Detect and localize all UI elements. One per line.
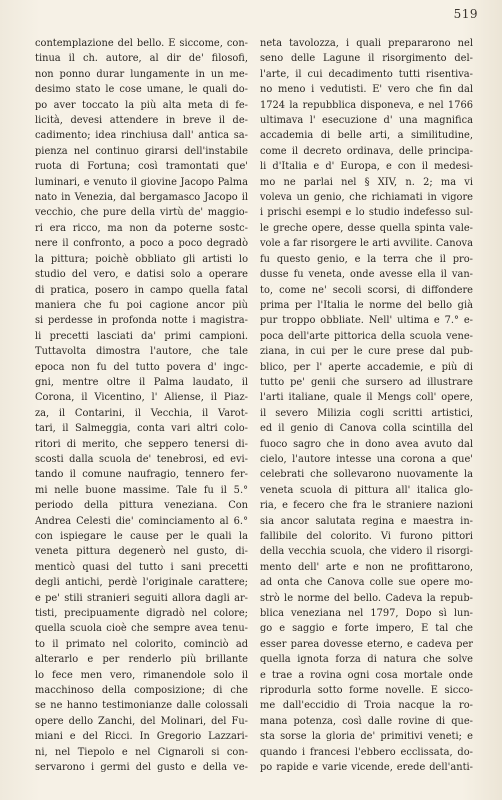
text-line: non ponno durar lungamente in un me- — [35, 68, 248, 80]
text-line: degli antichi, perdè l'originale carattere; — [35, 577, 248, 589]
right-column — [260, 36, 473, 776]
text-line: miani e del Ricci. In Gregorio Lazzari- — [35, 731, 248, 743]
text-line: licità, devesi attendere in breve il de- — [35, 115, 248, 127]
text-line: li d'Italia e d' Europa, e con il medesi- — [260, 161, 473, 173]
text-line: la pittura; poichè obbliato gli artisti lo — [35, 253, 248, 265]
text-line: se ne hanno testimonianze dalle colossali — [35, 700, 248, 712]
text-line: scosti dalla scuola de' tenebrosi, ed evi- — [35, 453, 248, 465]
text-line: to, come ne' secoli scorsi, di diffondere — [260, 284, 473, 296]
text-line: studio del vero, e datisi solo a operare — [35, 269, 248, 281]
text-line: le greche opere, desse quella spinta vale- — [260, 222, 473, 234]
text-line: ria, e fecero che fra le straniere nazioni — [260, 500, 473, 512]
text-line: neta tavolozza, i quali prepararono nel — [260, 38, 473, 49]
text-line: opere dello Zanchi, del Molinari, del Fu- — [35, 715, 248, 727]
text-line: contemplazione del bello. E siccome, con- — [35, 38, 248, 49]
text-line: quando i francesi l'ebbero ecclissata, do- — [260, 746, 473, 758]
text-line: e pe' stili stranieri seguiti allora dagli ar- — [35, 592, 248, 604]
text-line: tinua il ch. autore, al dir de' filosofi, — [35, 53, 248, 65]
text-line: seno delle Lagune il risorgimento del- — [260, 53, 473, 65]
text-line: blica veneziana nel 1797, Dopo sì lun- — [260, 608, 473, 620]
text-line: mana potenza, così dalle rovine di que- — [260, 715, 473, 727]
text-line: ad onta che Canova colle sue opere mo- — [260, 577, 473, 589]
text-line: quella ignota forza di natura che solve — [260, 654, 473, 666]
text-line: luminari, e venuto il giovine Jacopo Palma — [35, 176, 248, 188]
text-line: accademia di belle arti, a similitudine, — [260, 130, 473, 142]
text-line: Corona, il Vicentino, l' Aliense, il Piaz- — [35, 392, 248, 404]
text-line: ed il genio di Canova colla scintilla del — [260, 423, 473, 435]
text-line: fu questo genio, e la terra che il pro- — [260, 253, 473, 265]
text-line: go e saggio e forte impero, E tal che — [260, 623, 473, 635]
text-line: sia ancor salutata regina e maestra in- — [260, 515, 473, 527]
text-line: ziana, in cui per le cure prese dal pub- — [260, 346, 473, 358]
text-line: no meno i vedutisti. E' vero che fin dal — [260, 84, 473, 96]
text-line: cielo, l'autore intesse una corona a que' — [260, 453, 473, 465]
text-line: desimo stato le cose umane, le quali do- — [35, 84, 248, 96]
text-line: cadimento; idea rinchiusa dall' antica sa- — [35, 130, 248, 142]
text-line: to il primato nel colorito, cominciò ad — [35, 638, 248, 650]
text-line: l'arte, il cui decadimento tutti risentiva- — [260, 68, 473, 80]
text-line: po rapide e varie vicende, erede dell'anti- — [260, 762, 473, 774]
text-line: tutto pe' genii che sursero ad illustrare — [260, 376, 473, 388]
text-line: alterarlo e per renderlo più brillante — [35, 654, 248, 666]
text-line: vecchio, che pure della virtù de' maggio- — [35, 207, 248, 219]
text-line: menticò quasi del tutto i sani precetti — [35, 561, 248, 573]
text-line: fallibile del colorito. Vi furono pittori — [260, 531, 473, 542]
text-line: gni, mentre oltre il Palma laudato, il — [35, 376, 248, 388]
text-line: mento dell' arte e non ne profittarono, — [260, 561, 473, 573]
text-line: blico, per l' aperte accademie, e più di — [260, 361, 473, 373]
text-line: pienza nel continuo girarsi dell'instabile — [35, 145, 248, 157]
text-line: strò le norme del bello. Cadeva la repub- — [260, 592, 473, 604]
text-line: il severo Milizia cogli scritti artistici, — [260, 407, 473, 419]
text-line: sta sorse la gloria de' primitivi veneti; e — [260, 731, 473, 743]
text-line: esser parea dovesse eterno, e cadeva per — [260, 638, 473, 650]
left-column — [35, 36, 248, 776]
text-line: fuoco sagro che in dono avea avuto dal — [260, 438, 473, 450]
page-number: 519 — [453, 7, 478, 21]
text-line: prima per l'Italia le norme del bello già — [260, 299, 473, 311]
text-line: mo ne parlai nel § XIV, n. 2; ma vi — [260, 176, 473, 188]
text-line: ni, nel Tiepolo e nel Cignaroli si con- — [35, 746, 248, 758]
text-line: ruota di Fortuna; così tramontati que' — [35, 161, 248, 173]
text-line: celebrati che sollevarono nuovamente la — [260, 469, 473, 481]
text-line: ultimava l' esecuzione d' una magnifica — [260, 115, 473, 127]
text-line: tando il comune naufragio, tennero fer- — [35, 469, 248, 481]
text-line: li precetti lasciati da' primi campioni. — [35, 330, 248, 342]
text-line: di pratica, posero in campo quella fatal — [35, 284, 248, 296]
text-line: epoca non fu del tutto povera d' ingc- — [35, 361, 248, 373]
text-line: tari, il Salmeggia, conta vari altri colo- — [35, 423, 248, 435]
text-line: come il decreto ordinava, delle principa- — [260, 145, 473, 157]
text-line: poca dell'arte pittorica della scuola vene- — [260, 330, 473, 342]
text-line: si perdesse in profonda notte i magistra- — [35, 315, 248, 327]
text-line: me dall'eccidio di Troia nacque la ro- — [260, 700, 473, 712]
text-line: po aver toccato la più alta meta di fe- — [35, 99, 248, 111]
text-line: pur troppo obbliate. Nell' ultima e 7.° e- — [260, 315, 473, 327]
text-line: ri era ricco, ma non da poterne sostc- — [35, 222, 248, 234]
text-line: nere il confronto, a poco a poco degradò — [35, 238, 248, 250]
text-line: riprodurla sotto forme novelle. E sicco- — [260, 685, 473, 697]
text-line: quella scuola cioè che sempre avea tenu- — [35, 623, 248, 635]
text-line: nato in Venezia, dal bergamasco Jacopo il — [35, 192, 248, 204]
text-line: periodo della pittura veneziana. Con — [35, 500, 248, 512]
text-line: macchinoso della composizione; di che — [35, 685, 248, 697]
text-line: i prischi esempi e lo studio indefesso sul- — [260, 207, 473, 219]
text-line: ritori di merito, che seppero tenersi di- — [35, 438, 248, 450]
text-line: dusse fu veneta, onde avesse ella il van- — [260, 269, 473, 281]
text-line: della vecchia scuola, che videro il risorgi- — [260, 546, 473, 558]
text-line: Tuttavolta dimostra l'autore, che tale — [35, 346, 248, 358]
text-line: l'arti italiane, quale il Mengs coll' opere, — [260, 392, 473, 404]
text-line: maniera che fu poi cagione ancor più — [35, 299, 248, 311]
text-line: lo fece men vero, rimanendole solo il — [35, 669, 248, 681]
text-line: za, il Contarini, il Vecchia, il Varot- — [35, 407, 248, 419]
text-line: voleva un genio, che richiamati in vigore — [260, 192, 473, 204]
text-line: tisti, precipuamente digradò nel colore; — [35, 608, 248, 620]
text-line: mi nelle buone massime. Tale fu il 5.° — [35, 484, 248, 496]
text-line: Andrea Celesti die' cominciamento al 6.° — [35, 515, 248, 527]
text-line: veneta scuola di pittura all' italica glo- — [260, 484, 473, 496]
text-line: con ispiegare le cause per le quali la — [35, 531, 248, 542]
text-line: 1724 la repubblica disponeva, e nel 1766 — [260, 99, 473, 111]
text-line: veneta pittura degenerò nel gusto, di- — [35, 546, 248, 558]
text-line: servarono i germi del gusto e della ve- — [35, 762, 248, 774]
text-line: e trae a rovina ogni cosa mortale onde — [260, 669, 473, 681]
text-line: vole a far risorgere le arti avvilite. Canova — [260, 238, 473, 250]
